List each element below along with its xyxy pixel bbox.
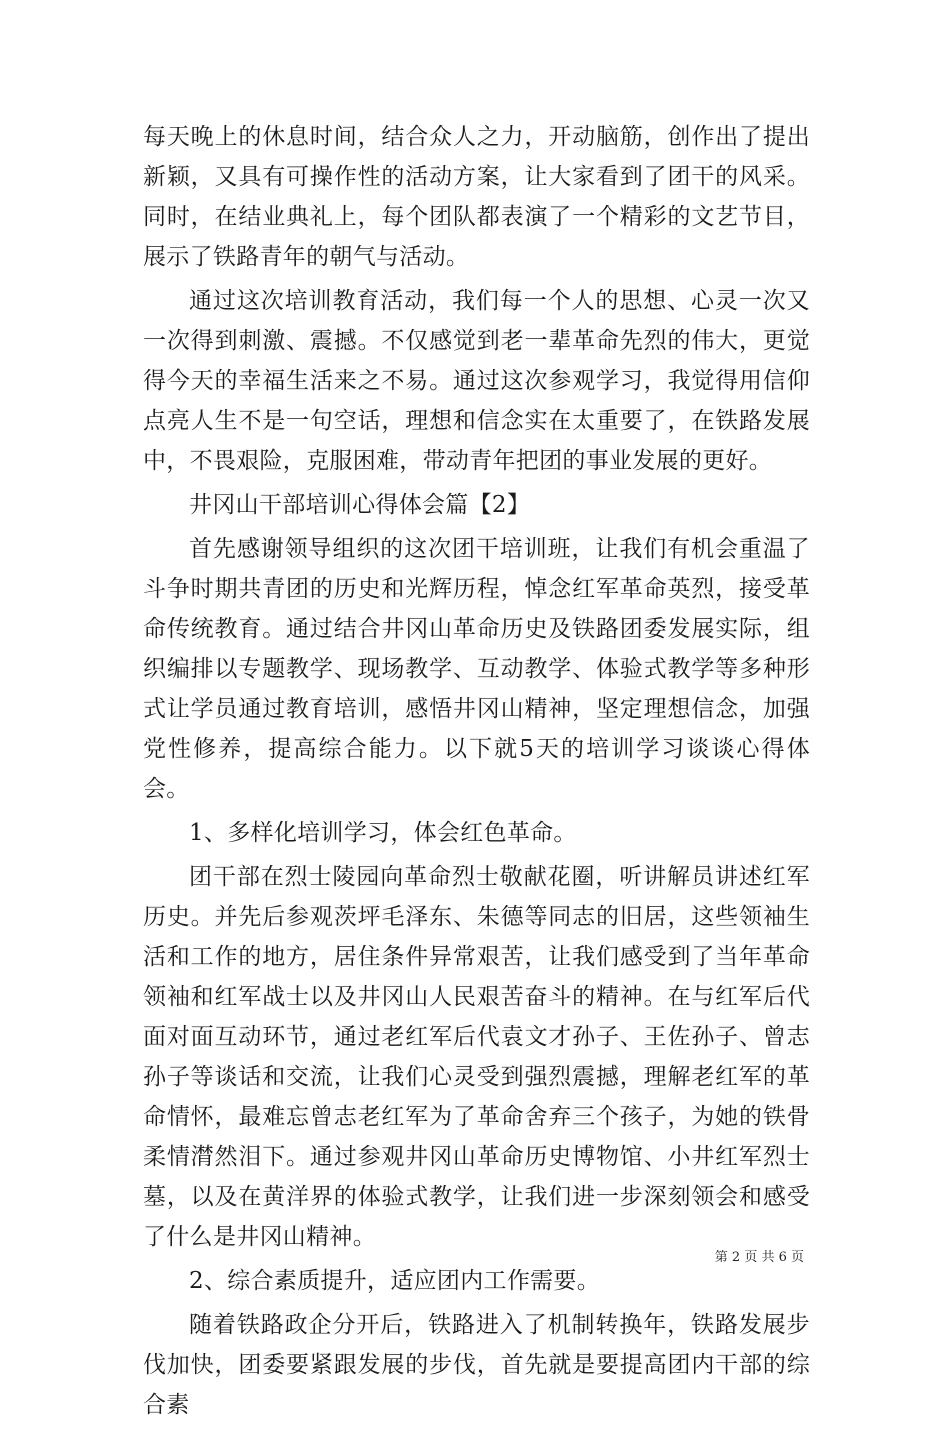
- paragraph-4: 团干部在烈士陵园向革命烈士敬献花圈，听讲解员讲述红军历史。并先后参观茨坪毛泽东、朱德等同志的旧居，这些领袖生活和工作的地方，居住条件异常艰苦，让我们感受到了当年革命领袖和红军战士以及井冈山人民艰苦奋斗的精神。在与红军后代面对面互动环节，通过老红军后代袁文才孙子、王佐孙子、曾志孙子等谈话和交流，让我们心灵受到强烈震撼，理解老红军的革命情怀，最难忘曾志老红军为了革命舍弃三个孩子，为她的铁骨柔情潸然泪下。通过参观井冈山革命历史博物馆、小井红军烈士墓，以及在黄洋界的体验式教学，让我们进一步深刻领会和感受了什么是井冈山精神。: [143, 864, 810, 1250]
- list-item-1: 1、多样化培训学习，体会红色革命。: [189, 820, 577, 846]
- paragraph-2: 通过这次培训教育活动，我们每一个人的思想、心灵一次又一次得到刺激、震撼。不仅感觉到老一辈革命先烈的伟大，更觉得今天的幸福生活来之不易。通过这次参观学习，我觉得用信仰点亮人生不是一句空话，理想和信念实在太重要了，在铁路发展中，不畏艰险，克服困难，带动青年把团的事业发展的更好。: [143, 288, 810, 474]
- list-item-2: 2、综合素质提升，适应团内工作需要。: [189, 1268, 601, 1294]
- page-number: 第 2 页 共 6 页: [714, 1250, 804, 1265]
- paragraph-3: 首先感谢领导组织的这次团干培训班，让我们有机会重温了斗争时期共青团的历史和光辉历程，悼念红军革命英烈，接受革命传统教育。通过结合井冈山革命历史及铁路团委发展实际，组织编排以专题教学、现场教学、互动教学、体验式教学等多种形式让学员通过教育培训，感悟井冈山精神，坚定理想信念，加强党性修养，提高综合能力。以下就5天的培训学习谈谈心得体会。: [143, 536, 810, 802]
- paragraph-1: 每天晚上的休息时间，结合众人之力，开动脑筋，创作出了提出新颖，又具有可操作性的活动方案，让大家看到了团干的风采。同时，在结业典礼上，每个团队都表演了一个精彩的文艺节目，展示了铁路青年的朝气与活动。: [143, 124, 810, 270]
- paragraph-5: 随着铁路政企分开后，铁路进入了机制转换年，铁路发展步伐加快，团委要紧跟发展的步伐，首先就是要提高团内干部的综合素: [143, 1312, 810, 1418]
- document-body: [143, 117, 810, 1429]
- section-heading: 井冈山干部培训心得体会篇【2】: [189, 492, 531, 518]
